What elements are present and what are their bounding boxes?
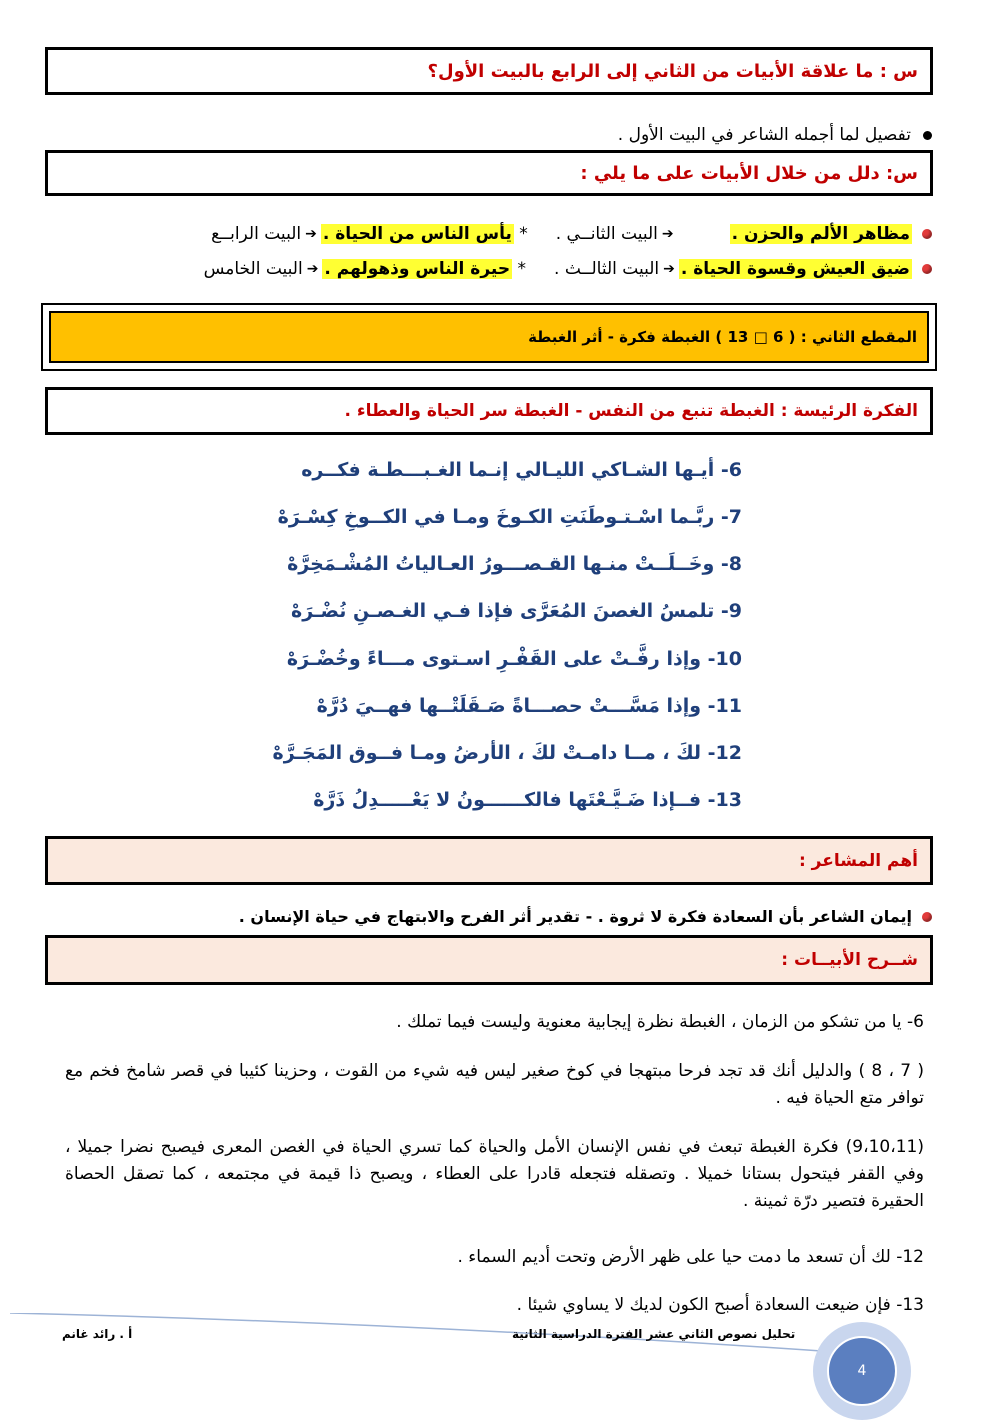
arrow-left-icon: ➔ — [663, 261, 675, 277]
arrow-left-icon: ➔ — [306, 261, 319, 277]
evidence-ref: البيت الثانــي . — [555, 224, 658, 244]
verse-6: 6- أيـها الشـاكي الليـالي إنـما الغـبـــطـة فكــره — [301, 459, 742, 481]
evidence-item: مظاهر الألم والحزن . — [731, 224, 910, 244]
feelings-title: أهم المشاعر : — [798, 850, 918, 871]
answer-1 — [618, 125, 932, 145]
explain-box — [45, 935, 933, 985]
feelings-text: إيمان الشاعر بأن السعادة فكرة لا ثروة . - تقدير أثر الفرح والابتهاج في حياة الإنسان . — [238, 907, 912, 926]
evidence-ref-2: البيت الرابــع — [211, 224, 302, 244]
page-number-badge — [813, 1322, 911, 1420]
explain-title: شــرح الأبيــات : — [781, 950, 918, 970]
verse-7: 7- ربَّـما اسْـتـوطَنَتِ الكـوخَ ومـا في الكــوخِ كِسْـرَهْ — [277, 506, 742, 528]
explanation-7-8: ( 7 ، 8 ) والدليل أنك قد تجد فرحا مبتهجا في كوخ صغير ليس فيه شيء من القوت ، وحزينا كئيبا في قصر شامخ فخم مع توافر متع الحياة فيه . — [65, 1061, 924, 1108]
answer-1-text: تفصيل لما أجمله الشاعر في البيت الأول . — [617, 125, 911, 145]
verse-12: 12- لكَ ، مــا دامـتْ لكَ ، الأرضُ ومـا فــوق المَجَـرَّهْ — [272, 742, 742, 764]
page-number-circle — [827, 1336, 897, 1406]
footer-course: تحليل نصوص الثاني عشر الفترة الدراسية الثانية — [512, 1327, 796, 1341]
verse-10: 10- وإذا رفَّـتْ على القَفْـرِ اسـتوى مـــاءً وخُضْـرَهْ — [286, 648, 742, 670]
verse-9: 9- تلمسُ الغصنَ المُعَرَّى فإذا فـي الغـصـنِ نُضْـرَهْ — [290, 600, 742, 622]
evidence-ref: البيت الثالــث . — [554, 259, 660, 279]
verse-13: 13- فــإذا ضَـيَّـعْتَها فالكــــــونُ لا يَعْـــــدِلُ ذَرَّهْ — [313, 789, 742, 811]
evidence-item-2: حيرة الناس وذهولهم . — [324, 259, 511, 279]
explanation-9-11: (9،10،11) فكرة الغبطة تبعث في نفس الإنسان الأمل والحياة كما تسري الحياة في الغصن المعرى فيصبح نضرا جميلا ، وفي القفر فيتحول بستانا خميلا . وتصقله فتجعله قادرا على العطاء ، ويصبح ذا قيمة في مجتمعه ، كما تصقل الحصاة الحقيرة فتصير درّة ثمينة . — [65, 1137, 924, 1211]
evidence-ref-2: البيت الخامس — [203, 259, 303, 279]
explanation-6: 6- يا من تشكو من الزمان ، الغبطة نظرة إيجابية معنوية وليست فيما تملك . — [396, 1012, 924, 1032]
question-box-2 — [45, 150, 933, 196]
verse-8: 8- وخَــلَــتْ منـها القـصـــورُ العـالياتُ المُشْـمَخِرَّهْ — [287, 553, 742, 575]
bullet-icon — [923, 131, 932, 140]
red-bullet-icon — [922, 264, 932, 274]
evidence-row-2: ضيق العيش وقسوة الحياة . ➔ البيت الثالــث . * حيرة الناس وذهولهم . ➔ البيت الخامس — [204, 259, 932, 279]
red-bullet-icon — [922, 229, 932, 239]
question-box-1 — [45, 47, 933, 95]
evidence-row-1: مظاهر الألم والحزن . ➔ البيت الثانــي . * يأس الناس من الحياة . ➔ البيت الرابــع — [211, 224, 932, 244]
arrow-left-icon: ➔ — [661, 226, 674, 242]
main-idea-box — [45, 387, 933, 435]
footer-author: أ . رائد غانم — [62, 1327, 133, 1341]
question-2-text: س: دلل من خلال الأبيات على ما يلي : — [580, 162, 918, 184]
red-bullet-icon — [922, 912, 932, 922]
section-title: المقطع الثاني : ( 6 □ 13 ) الغبطة فكرة - أثر الغبطة — [528, 328, 917, 346]
arrow-left-icon: ➔ — [305, 226, 317, 242]
main-idea-text: الفكرة الرئيسة : الغبطة تنبع من النفس - الغبطة سر الحياة والعطاء . — [344, 401, 918, 421]
feelings-box — [45, 836, 933, 885]
page-number: 4 — [857, 1363, 867, 1379]
section-title-frame — [41, 303, 937, 371]
evidence-item-2: يأس الناس من الحياة . — [322, 224, 512, 244]
verse-11: 11- وإذا مَسَّـــتْ حصـــاةً صَـقَلَتْــها فهــيَ دُرَّهْ — [316, 695, 742, 717]
feelings-line — [239, 907, 932, 926]
explanation-13: 13- فإن ضيعت السعادة أصبح الكون لديك لا يساوي شيئا . — [516, 1295, 924, 1315]
section-title-box — [49, 311, 929, 363]
evidence-item: ضيق العيش وقسوة الحياة . — [680, 259, 910, 279]
question-1-text: س : ما علاقة الأبيات من الثاني إلى الرابع بالبيت الأول؟ — [427, 60, 918, 82]
explanation-12: 12- لك أن تسعد ما دمت حيا على ظهر الأرض وتحت أديم السماء . — [457, 1247, 924, 1267]
